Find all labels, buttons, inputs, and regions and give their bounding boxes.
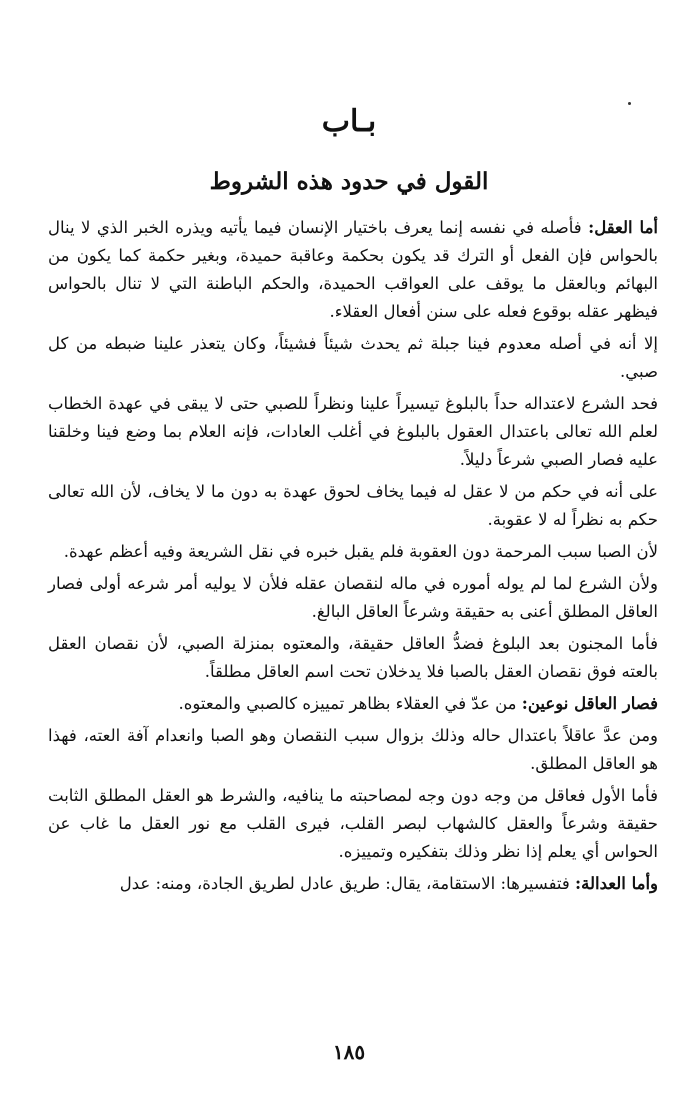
paragraph-text: ولأن الشرع لما لم يوله أموره في ماله لنقصان عقله فلأن لا يوليه أمر شرعه أولى فصار العاقل المطلق أعنى به حقيقة وشرعاً العاقل البالغ. <box>48 574 658 621</box>
paragraph-text: لأن الصبا سبب المرحمة دون العقوبة فلم يقبل خبره في نقل الشريعة وفيه أعظم عهدة. <box>63 542 658 561</box>
paragraph-term: وأما العدالة: <box>575 874 658 893</box>
page-number: ١٨٥ <box>332 1040 366 1064</box>
paragraph <box>48 390 658 474</box>
paragraph-text: فحد الشرع لاعتداله حداً بالبلوغ تيسيراً علينا ونظراً للصبي حتى لا يبقى في عهدة الخطاب لعلم الله تعالى باعتدال العقول بالبلوغ في أغلب العادات، فإنه العلام بما وضع فينا وخلقنا عليه فصار الصبي شرعاً دليلاً. <box>48 394 658 469</box>
paragraph-text: فأما المجنون بعد البلوغ فضدُّ العاقل حقيقة، والمعتوه بمنزلة الصبي، لأن نقصان العقل بالعته فوق نقصان العقل بالصبا فلا يدخلان تحت اسم العاقل مطلقاً. <box>48 634 658 681</box>
paragraph <box>48 478 658 534</box>
paragraph-text: على أنه في حكم من لا عقل له فيما يخاف لحوق عهدة به دون ما لا يخاف، لأن الله تعالى حكم به نظراً له لا عقوبة. <box>48 482 658 529</box>
body-text <box>48 214 658 902</box>
chapter-title: بـاب <box>321 104 377 139</box>
paragraph <box>48 722 658 778</box>
paragraph <box>48 690 658 718</box>
paragraph-text: فأما الأول فعاقل من وجه دون وجه لمصاحبته ما ينافيه، والشرط هو العقل المطلق الثابت حقيقة وشرعاً والعقل كالشهاب لبصر القلب، فيرى القلب مع نور العقل ما غاب عن الحواس أي يعلم إذا نظر وذلك بتفكيره وتمييزه. <box>48 786 658 861</box>
paragraph <box>48 538 658 566</box>
paragraph <box>48 782 658 866</box>
paragraph-text: إلا أنه في أصله معدوم فينا جبلة ثم يحدث شيئاً فشيئاً، وكان يتعذر علينا ضبطه من كل صبي. <box>48 334 658 381</box>
paragraph-text: فأصله في نفسه إنما يعرف باختيار الإنسان فيما يأتيه ويذره الخبر الذي لا ينال بالحواس فإن الفعل أو الترك قد يكون بحكمة وعاقبة حميدة، وبغير حكمة كما يكون من البهائم وبالعقل ما يوقف على العواقب الحميدة، والحكم الباطنة التي لا تنال بالحواس فيظهر عقله بوقوع فعله على سنن أفعال العقلاء. <box>48 218 658 321</box>
paragraph-text: فتفسيرها: الاستقامة، يقال: طريق عادل لطريق الجادة، ومنه: عدل <box>119 874 576 893</box>
paragraph <box>48 214 658 326</box>
paragraph-term: أما العقل: <box>588 218 659 237</box>
paragraph-term: فصار العاقل نوعين: <box>521 694 658 713</box>
paragraph <box>48 870 658 898</box>
section-heading: القول في حدود هذه الشروط <box>209 168 489 195</box>
paragraph <box>48 630 658 686</box>
paragraph-text: من عدّ في العقلاء بظاهر تمييزه كالصبي والمعتوه. <box>178 694 522 713</box>
paragraph <box>48 570 658 626</box>
paragraph <box>48 330 658 386</box>
paragraph-text: ومن عدَّ عاقلاً باعتدال حاله وذلك بزوال سبب النقصان وهو الصبا وانعدام آفة العته، فهذا هو العاقل المطلق. <box>48 726 658 773</box>
